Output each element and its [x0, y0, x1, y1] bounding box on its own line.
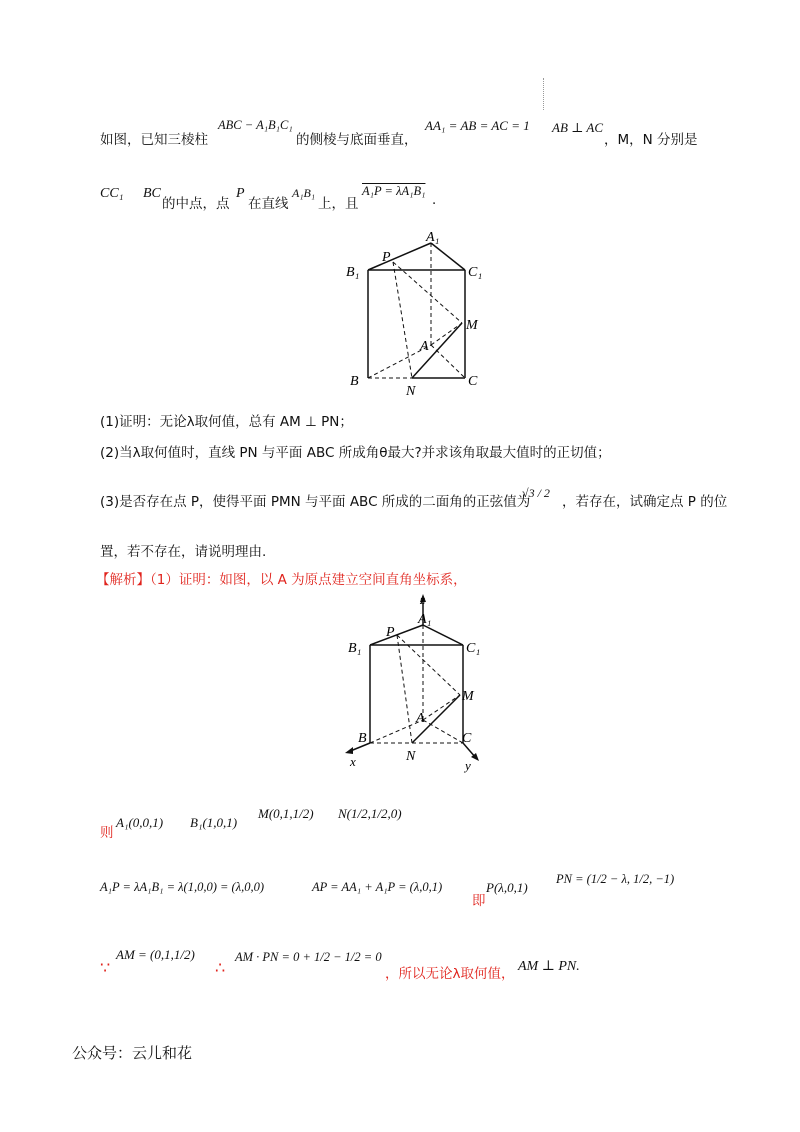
coord-n: N(1/2,1/2,0) — [338, 806, 402, 821]
vector-condition: A₁P = λA₁B₁ — [362, 184, 426, 198]
fig2-label-a: A — [416, 711, 425, 726]
question-3-b: ，若存在，试确定点 P 的位 — [562, 494, 728, 510]
fig1-label-b1: B₁ — [346, 265, 360, 280]
question-3-fraction: √3 / 2 — [522, 486, 550, 500]
segment-cc1: CC₁ — [100, 186, 124, 201]
question-1: (1)证明：无论λ取何值，总有 AM ⊥ PN； — [100, 414, 353, 430]
dot-product: AM · PN = 0 + 1/2 − 1/2 = 0 — [235, 950, 382, 964]
vector-pn: PN = (1/2 − λ, 1/2, −1) — [556, 872, 675, 886]
vector-ap: AP = AA₁ + A₁P = (λ,0,1) — [312, 880, 443, 894]
conclusion-b: AM ⊥ PN. — [518, 959, 580, 974]
fig2-label-b1: B₁ — [348, 641, 362, 656]
coord-b1: B₁(1,0,1) — [190, 815, 238, 830]
vector-a1p: A₁P = λA₁B₁ = λ(1,0,0) = (λ,0,0) — [100, 880, 265, 894]
dot-marks — [543, 78, 546, 110]
solution-ji: 即 — [472, 893, 486, 909]
question-3-c: 置，若不存在，请说明理由. — [100, 544, 267, 560]
line-a1b1: A₁B₁ — [292, 186, 316, 200]
equal-lengths: AA₁ = AB = AC = 1 — [425, 118, 530, 133]
because-symbol: ∵ — [100, 958, 111, 977]
problem-line2-text-c: 上，且 — [318, 196, 359, 212]
question-3-a: (3)是否存在点 P，使得平面 PMN 与平面 ABC 所成的二面角的正弦值为 — [100, 494, 531, 510]
fig2-label-x: x — [350, 754, 356, 769]
fig2-label-p: P — [386, 625, 395, 640]
segment-bc: BC — [143, 186, 161, 201]
prism-figure-1 — [340, 225, 490, 400]
fig1-label-a1: A₁ — [426, 230, 440, 245]
fig2-label-c: C — [462, 731, 472, 746]
conclusion-a: ，所以无论λ取何值， — [385, 966, 515, 982]
problem-line1-text-b: 的侧棱与底面垂直， — [296, 132, 418, 148]
question-2: (2)当λ取何值时，直线 PN 与平面 ABC 所成角θ最大?并求该角取最大值时的正切值； — [100, 445, 611, 461]
problem-line2-text-b: 在直线 — [248, 196, 289, 212]
problem-line1-text-c: ，M，N 分别是 — [604, 132, 698, 148]
fig2-label-b: B — [358, 731, 367, 746]
fig1-label-n: N — [406, 384, 416, 399]
problem-line2-text-a: 的中点，点 — [162, 196, 230, 212]
perp-condition: AB ⊥ AC — [552, 120, 603, 135]
fig1-label-b: B — [350, 374, 359, 389]
fig2-label-c1: C₁ — [466, 641, 481, 656]
fig2-label-y: y — [465, 758, 471, 773]
prism-figure-2 — [340, 590, 500, 775]
fig1-label-c1: C₁ — [468, 265, 483, 280]
solution-ze: 则 — [100, 825, 114, 841]
fig2-label-z: z — [420, 592, 426, 607]
prism-name: ABC − A₁B₁C₁ — [218, 118, 293, 132]
footer-text: 公众号：云儿和花 — [72, 1044, 193, 1062]
fig2-label-m: M — [462, 689, 474, 704]
solution-heading: 【解析】（1）证明：如图，以 A 为原点建立空间直角坐标系， — [96, 572, 467, 588]
vector-am: AM = (0,1,1/2) — [116, 947, 195, 962]
fig2-label-n: N — [406, 749, 416, 764]
therefore-symbol: ∴ — [215, 958, 226, 977]
fig1-label-c: C — [468, 374, 478, 389]
coord-p: P(λ,0,1) — [486, 880, 528, 895]
coord-a1: A₁(0,0,1) — [116, 815, 164, 830]
coord-m: M(0,1,1/2) — [258, 806, 314, 821]
problem-line1-text-a: 如图，已知三棱柱 — [100, 132, 208, 148]
fig1-label-p: P — [382, 250, 391, 265]
point-p: P — [236, 186, 245, 201]
fig1-label-m: M — [466, 318, 478, 333]
fig2-label-a1: A₁ — [418, 612, 432, 627]
fig1-label-a: A — [420, 339, 429, 354]
